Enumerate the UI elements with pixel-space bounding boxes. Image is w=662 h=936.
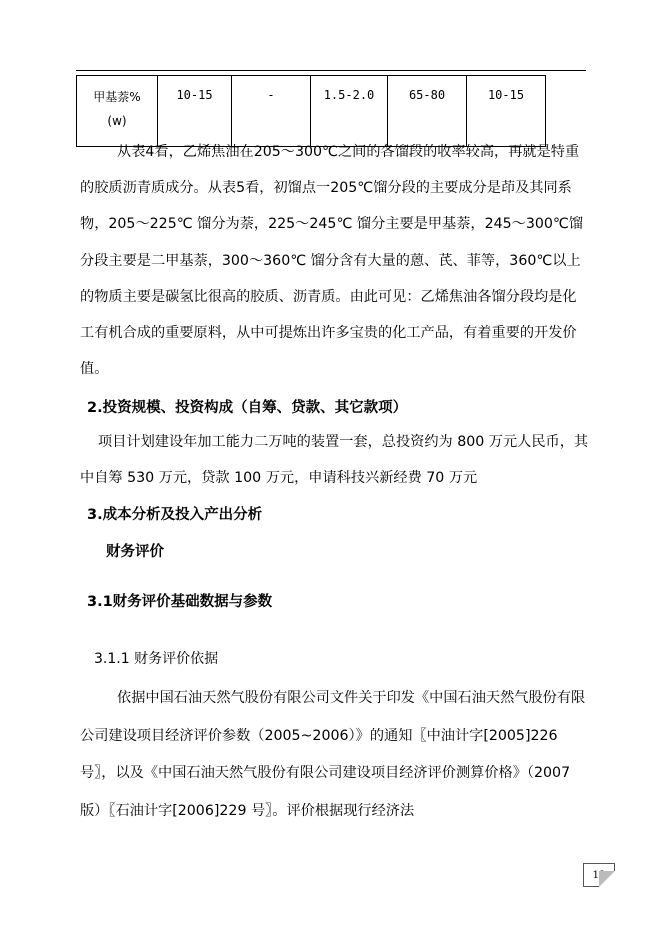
table-cell: 65-80 [388, 76, 467, 147]
heading-evaluation-basis: 3.1.1 财务评价依据 [94, 651, 219, 667]
heading-basic-data: 3.1财务评价基础数据与参数 [87, 594, 273, 610]
cell-label-line2: (w) [107, 114, 127, 128]
page-number: 13 [583, 863, 615, 887]
heading-cost-analysis: 3.成本分析及投入产出分析 [87, 507, 263, 523]
heading-investment: 2.投资规模、投资构成（自筹、贷款、其它款项） [87, 400, 408, 416]
table-cell: 1.5-2.0 [311, 76, 388, 147]
heading-financial-evaluation: 财务评价 [106, 544, 164, 560]
cell-label-line1: 甲基萘% [93, 90, 141, 104]
table-cell: 10-15 [158, 76, 232, 147]
table-cell: - [232, 76, 311, 147]
paragraph-investment: 项目计划建设年加工能力二万吨的装置一套，总投资约为 800 万元人民币，其中自筹 530 万元，贷款 100 万元，申请科技兴新经费 70 万元 [80, 434, 589, 487]
header-rule [76, 70, 586, 71]
paragraph-distillation: 从表4看，乙烯焦油在205～300℃之间的各馏段的收率较高，再就是特重的胶质沥青质成分。从表5看，初馏点一205℃馏分段的主要成分是茚及其同系物，205～225℃ 馏分为萘，225～245℃ 馏分主要是甲基萘，245～300℃馏分段主要是二甲基萘，300～360℃ 馏分含有大量的蒽、芪、菲等，360℃以上的物质主要是碳氢比很高的胶质、沥青质。由此可见：乙烯焦油各馏分段均是化工有机合成的重要原料，从中可提炼出许多宝贵的化工产品，有着重要的开发价值。 [80, 144, 584, 378]
paragraph-evaluation-basis: 依据中国石油天然气股份有限公司文件关于印发《中国石油天然气股份有限公司建设项目经济评价参数（2005~2006）》的通知〖中油计字[2005]226 号〗，以及《中国石油天然气股份有限公司建设项目经济评价测算价格》（2007 版）〖石油计字[2006]229 号〗。评价根据现行经济法 [80, 690, 586, 819]
table-cell: 10-15 [467, 76, 546, 147]
